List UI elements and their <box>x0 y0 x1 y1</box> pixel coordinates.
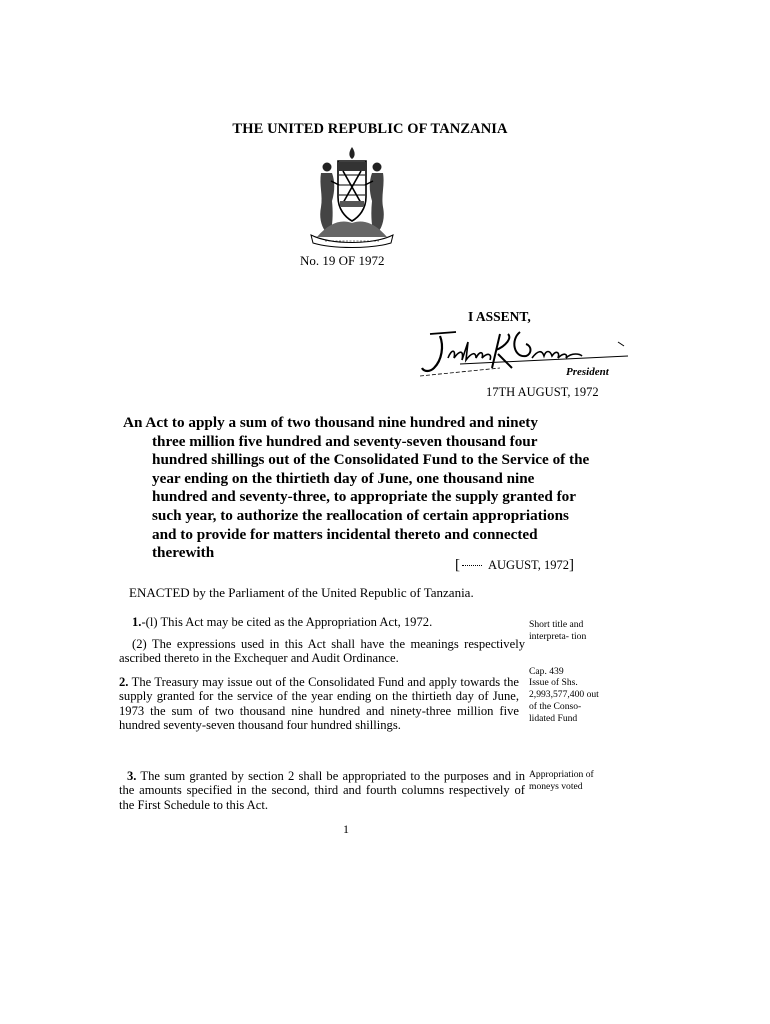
long-title-continuation: three million five hundred and seventy-seven thousand four hundred shillings out of the Consolidated Fund to the Service of the year ending on the thirtieth day of June, one thousand nine hundred and seventy-three, to appropriate the supply granted for such year, to authorize the reallocation of certain appropriations and to provide for matters incidental thereto and connected therewith <box>152 432 590 562</box>
commencement-date <box>455 557 574 574</box>
section-1-2 <box>119 637 525 666</box>
section-1-2-text: (2) The expressions used in this Act shall have the meanings respectively ascribed thereto in the Exchequer and Audit Ordinance. <box>119 637 525 666</box>
enacting-formula: ENACTED by the Parliament of the United Republic of Tanzania. <box>129 585 474 600</box>
marginal-note-short-title: Short title and interpreta- tion <box>529 619 587 642</box>
marginal-note-cap: Cap. 439 <box>529 666 564 677</box>
assent-label: I ASSENT, <box>468 309 531 324</box>
commencement-text: AUGUST, 1972 <box>488 558 570 572</box>
commencement-close-bracket: ] <box>569 557 575 573</box>
act-number: No. 19 OF 1972 <box>300 253 385 268</box>
tanzania-coat-of-arms-icon <box>305 145 399 249</box>
president-label: President <box>566 366 609 378</box>
section-2-number: 2. <box>119 675 129 689</box>
page-number: 1 <box>343 822 349 836</box>
section-2 <box>119 675 519 733</box>
marginal-note-issue: Issue of Shs. 2,993,577,400 out of the Conso- lidated Fund <box>529 677 599 724</box>
commencement-blank <box>462 565 482 566</box>
long-title-first-line: An Act to apply a sum of two thousand nine hundred and ninety <box>123 414 538 431</box>
commencement-open-bracket: [ <box>455 557 460 573</box>
section-1-number: 1. <box>132 615 142 629</box>
section-3-text: The sum granted by section 2 shall be appropriated to the purposes and in the amounts specified in the second, third and fourth columns respectively of the First Schedule to this Act. <box>119 769 526 812</box>
section-2-text: The Treasury may issue out of the Consolidated Fund and apply towards the supply granted for the service of the year ending on the thirtieth day of June, 1973 the sum of two thousand nine hundred and ninety-three million five hundred seventy-seven thousand four hundred shillings. <box>119 675 520 733</box>
section-3-number: 3. <box>127 769 137 783</box>
marginal-note-appropriation: Appropriation of moneys voted <box>529 769 594 792</box>
section-3 <box>119 769 525 812</box>
country-heading: THE UNITED REPUBLIC OF TANZANIA <box>232 121 508 137</box>
section-1-1 <box>119 615 525 629</box>
assent-date: 17TH AUGUST, 1972 <box>486 385 599 399</box>
long-title <box>123 414 593 563</box>
section-1-text: -(l) This Act may be cited as the Appropriation Act, 1972. <box>141 615 433 629</box>
